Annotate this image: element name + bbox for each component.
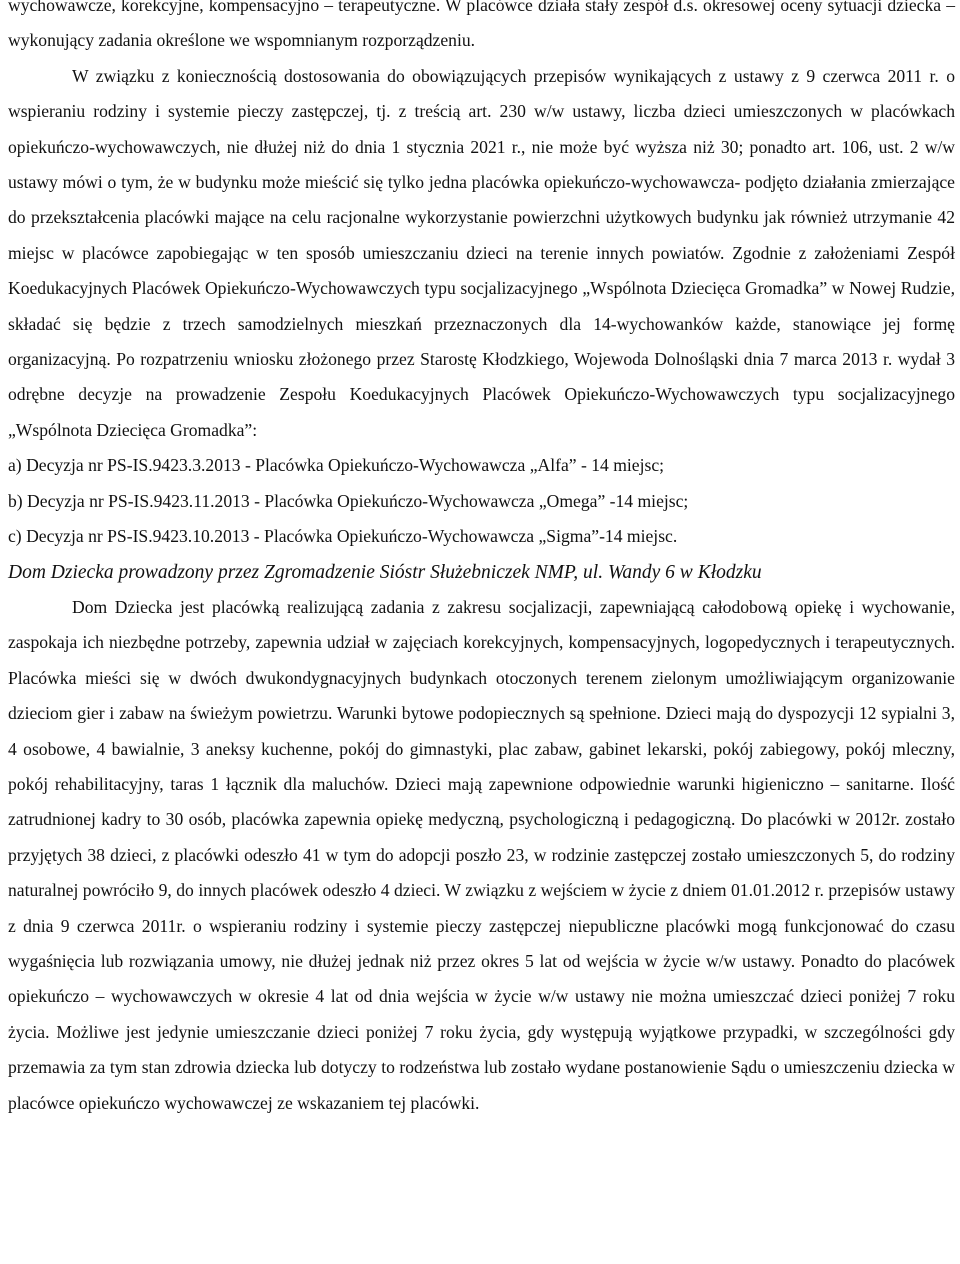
document-page	[8, 0, 955, 1121]
decision-item-a: a) Decyzja nr PS-IS.9423.3.2013 - Placówka Opiekuńczo-Wychowawcza „Alfa” - 14 miejsc;	[8, 455, 665, 476]
section-body-paragraph: Dom Dziecka jest placówką realizującą zadania z zakresu socjalizacji, zapewniającą całodobową opiekę i wychowanie, zaspokaja ich niezbędne potrzeby, zapewnia udział w zajęciach korekcyjnych, kompensacyjnych, logopedycznych i terapeutycznych. Placówka mieści się w dwóch dwukondygnacyjnych budynkach otoczonych terenem zielonym umożliwiającym organizowanie dzieciom gier i zabaw na świeżym powietrzu. Warunki bytowe podopiecznych są spełnione. Dzieci mają do dyspozycji 12 sypialni 3, 4 osobowe, 4 bawialnie, 3 aneksy kuchenne, pokój do gimnastyki, plac zabaw, gabinet lekarski, pokój zabiegowy, pokój mleczny, pokój rehabilitacyjny, taras 1 łącznik dla maluchów. Dzieci mają zapewnione odpowiednie warunki higieniczno – sanitarne. Ilość zatrudnionej kadry to 30 osób, placówka zapewnia opiekę medyczną, psychologiczną i pedagogiczną. Do placówki w 2012r. zostało przyjętych 38 dzieci, z placówki odeszło 41 w tym do adopcji poszło 23, w rodzinie zastępczej zostało umieszczonych 5, do rodziny naturalnej powróciło 9, do innych placówek odeszło 4 dzieci. W związku z wejściem w życie z dniem 01.01.2012 r. przepisów ustawy z dnia 9 czerwca 2011r. o wspieraniu rodziny i systemie pieczy zastępczej niepubliczne placówki mogą funkcjonować do czasu wygaśnięcia lub rozwiązania umowy, nie dłużej jednak niż przez okres 5 lat od wejścia w życie w/w ustawy. Ponadto do placówek opiekuńczo – wychowawczych w okresie 4 lat od dnia wejścia w życie w/w ustawy nie można umieszczać dzieci poniżej 7 roku życia. Możliwe jest jedynie umieszczanie dzieci poniżej 7 roku życia, gdy występują wyjątkowe przypadki, w szczególności gdy przemawia za tym stan zdrowia dziecka lub dotyczy to rodzeństwa lub zostało wydane postanowienie Sądu o umieszczeniu dziecka w placówce opiekuńczo wychowawczej ze wskazaniem tej placówki.	[8, 596, 955, 1113]
intro-paragraph-2: W związku z koniecznością dostosowania do obowiązujących przepisów wynikających z ustawy z 9 czerwca 2011 r. o wspieraniu rodziny i systemie pieczy zastępczej, tj. z treścią art. 230 w/w ustawy, liczba dzieci umieszczonych w placówkach opiekuńczo-wychowawczych, nie dłużej niż do dnia 1 stycznia 2021 r., nie może być wyższa niż 30; ponadto art. 106, ust. 2 w/w ustawy mówi o tym, że w budynku może mieścić się tylko jedna placówka opiekuńczo-wychowawcza- podjęto działania zmierzające do przekształcenia placówki mające na celu racjonalne wykorzystanie powierzchni użytkowych budynku jak również utrzymanie 42 miejsc w placówce zapobiegając w ten sposób umieszczaniu dzieci na terenie innych powiatów. Zgodnie z założeniami Zespół Koedukacyjnych Placówek Opiekuńczo-Wychowawczych typu socjalizacyjnego „Wspólnota Dziecięca Gromadka” w Nowej Rudzie, składać się będzie z trzech samodzielnych mieszkań przeznaczonych dla 14-wychowanków każde, stanowiące jej formę organizacyjną. Po rozpatrzeniu wniosku złożonego przez Starostę Kłodzkiego, Wojewoda Dolnośląski dnia 7 marca 2013 r. wydał 3 odrębne decyzje na prowadzenie Zespołu Koedukacyjnych Placówek Opiekuńczo-Wychowawczych typu socjalizacyjnego „Wspólnota Dziecięca Gromadka”:	[8, 65, 955, 440]
decision-item-c: c) Decyzja nr PS-IS.9423.10.2013 - Placówka Opiekuńczo-Wychowawcza „Sigma”-14 miejsc.	[8, 526, 678, 547]
intro-paragraph-1: wychowawcze, korekcyjne, kompensacyjno – terapeutyczne. W placówce działa stały zespół d.s. okresowej oceny sytuacji dziecka – wykonujący zadania określone we wspomnianym rozporządzeniu.	[8, 0, 955, 51]
decision-item-b: b) Decyzja nr PS-IS.9423.11.2013 - Placówka Opiekuńczo-Wychowawcza „Omega” -14 miejsc;	[8, 490, 689, 511]
section-heading: Dom Dziecka prowadzony przez Zgromadzenie Sióstr Służebniczek NMP, ul. Wandy 6 w Kłodzku	[8, 561, 762, 583]
